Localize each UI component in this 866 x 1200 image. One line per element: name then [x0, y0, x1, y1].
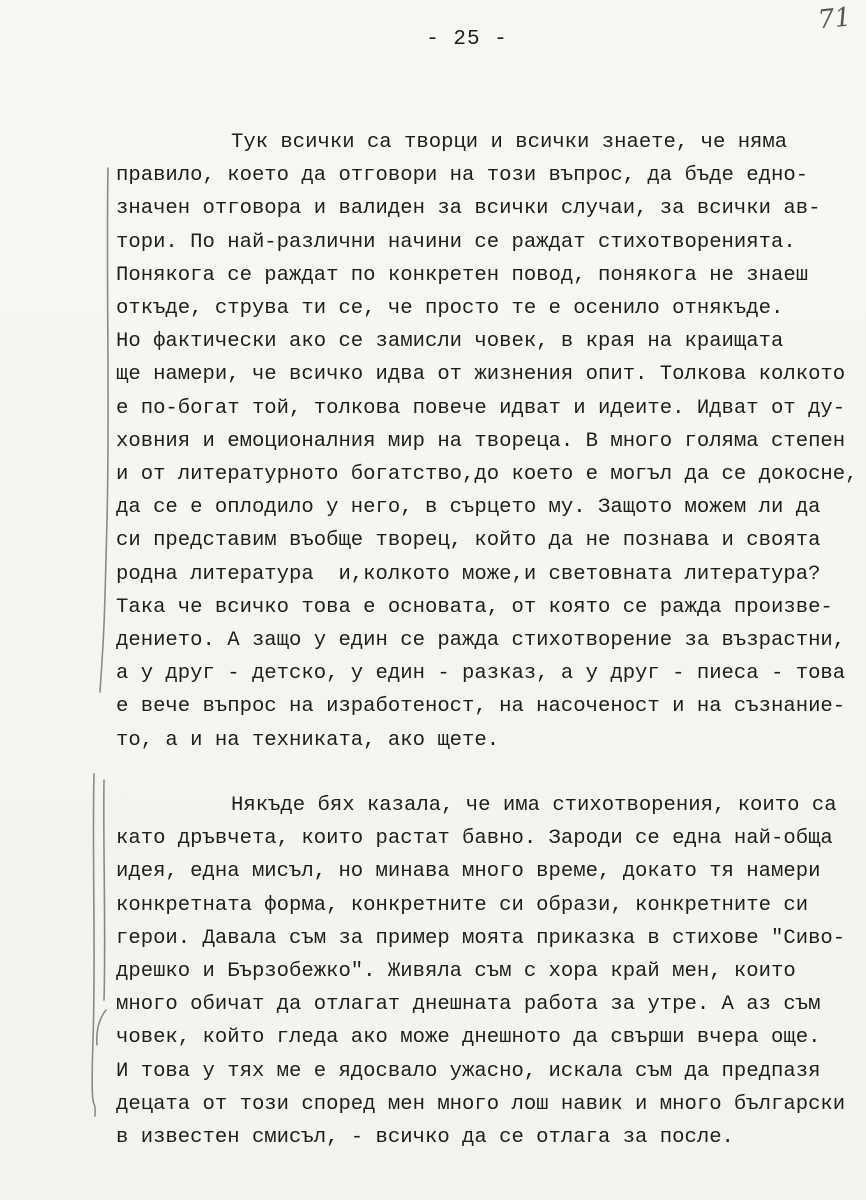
text-line: си представим въобще творец, който да не познава и своята [116, 529, 821, 553]
text-line: Но фактически ако се замисли човек, в края на краищата [116, 330, 784, 354]
text-line: правило, което да отговори на този въпрос, да бъде едно- [116, 164, 809, 188]
text-line: то, а и на техниката, ако щете. [116, 728, 500, 752]
text-line: дрешко и Бързобежко". Живяла съм с хора край мен, които [116, 960, 796, 983]
page-number: - 25 - [426, 28, 508, 51]
text-line: да се е оплодило у него, в сърцето му. Защото можем ли да [116, 496, 821, 520]
text-line: децата от този според мен много лош навик и много български [116, 1092, 846, 1116]
text-line: ховния и емоционалния мир на твореца. В много голяма степен [116, 429, 846, 453]
text-line: а у друг - детско, у един - разказ, а у друг - пиеса - това [116, 662, 846, 686]
text-line: и от литературното богатство,до което е могъл да се докосне, [116, 463, 858, 486]
text-line: дението. А защо у един се ражда стихотворение за възрастни, [116, 629, 846, 652]
text-line: значен отговора и валиден за всички случаи, за всички ав- [116, 197, 821, 221]
text-line: тори. По най-различни начини се раждат стихотворенията. [116, 230, 796, 254]
text-line: Тук всички са творци и всички знаете, че няма [231, 131, 788, 154]
text-line: Някъде бях казала, че има стихотворения, които са [231, 794, 837, 817]
text-line: Понякога се раждат по конкретен повод, понякога не знаеш [116, 263, 809, 287]
text-line: е вече въпрос на изработеност, на насоченост и на съзнание- [116, 695, 846, 719]
text-line: родна литература и,колкото може,и световната литература? [116, 562, 821, 586]
text-line: е по-богат той, толкова повече идват и идеите. Идват от ду- [116, 396, 846, 420]
text-line: конкретната форма, конкретните си образи, конкретните си [116, 893, 809, 917]
text-line: откъде, струва ти се, че просто те е осенило отнякъде. [116, 297, 784, 320]
text-line: много обичат да отлагат днешната работа за утре. А аз съм [116, 993, 821, 1017]
text-line: Така че всичко това е основата, от която се ражда произве- [116, 595, 833, 619]
text-line: идея, една мисъл, но минава много време, докато тя намери [116, 860, 821, 884]
margin-pencil-mark-2 [84, 770, 114, 1120]
text-line: като дръвчета, които растат бавно. Зароди се една най-обща [116, 827, 833, 851]
text-line: И това у тях ме е ядосвало ужасно, искала съм да предпазя [116, 1059, 821, 1083]
text-line: герои. Давала съм за пример моята приказка в стихове "Сиво- [116, 926, 846, 950]
text-line: в известен смисъл, - всичко да се отлага за после. [116, 1126, 734, 1149]
archive-number-handwritten: 71 [816, 2, 853, 36]
text-line: човек, който гледа ако може днешното да свърши вчера още. [116, 1026, 821, 1050]
text-line: ще намери, че всичко идва от жизнения опит. Толкова колкото [116, 363, 846, 387]
